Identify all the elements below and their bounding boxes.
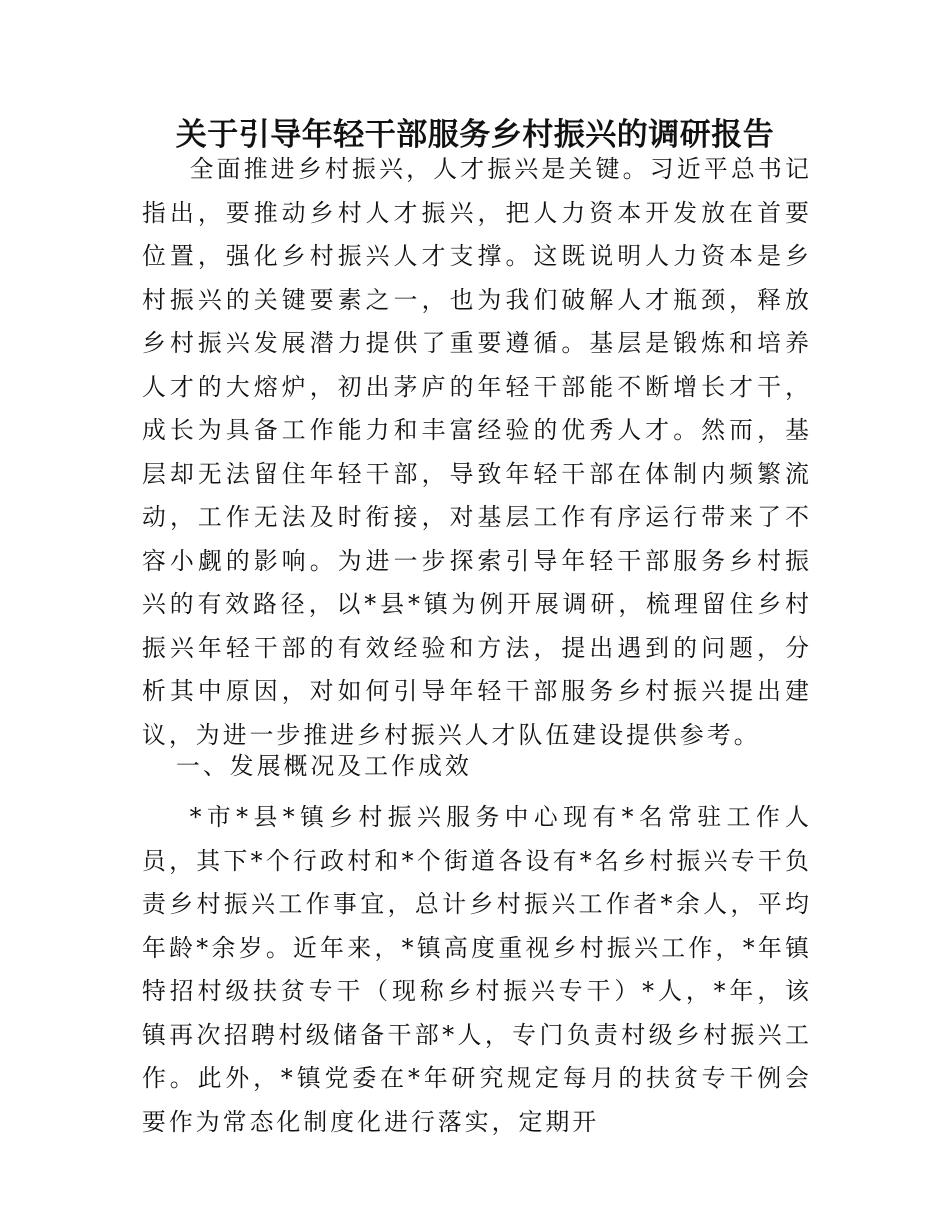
intro-paragraph: 全面推进乡村振兴，人才振兴是关键。习近平总书记指出，要推动乡村人才振兴，把人力资本开发放在首要位置，强化乡村振兴人才支撑。这既说明人力资本是乡村振兴的关键要素之一，也为我们破解人才瓶颈，释放乡村振兴发展潜力提供了重要遵循。基层是锻炼和培养人才的大熔炉，初出茅庐的年轻干部能不断增长才干，成长为具备工作能力和丰富经验的优秀人才。然而，基层却无法留住年轻干部，导致年轻干部在体制内频繁流动，工作无法及时衔接，对基层工作有序运行带来了不容小觑的影响。为进一步探索引导年轻干部服务乡村振兴的有效路径，以*县*镇为例开展调研，梳理留住乡村振兴年轻干部的有效经验和方法，提出遇到的问题，分析其中原因，对如何引导年轻干部服务乡村振兴提出建议，为进一步推进乡村振兴人才队伍建设提供参考。 [142,155,812,749]
document-title: 关于引导年轻干部服务乡村振兴的调研报告 [175,117,775,153]
section-heading: 一、发展概况及工作成效 [176,752,472,780]
section-paragraph: *市*县*镇乡村振兴服务中心现有*名常驻工作人员，其下*个行政村和*个街道各设有*名乡村振兴专干负责乡村振兴工作事宜，总计乡村振兴工作者*余人，平均年龄*余岁。近年来，*镇高度重视乡村振兴工作，*年镇特招村级扶贫专干（现称乡村振兴专干）*人，*年，该镇再次招聘村级储备干部*人，专门负责村级乡村振兴工作。此外，*镇党委在*年研究规定每月的扶贫专干例会要作为常态化制度化进行落实，定期开 [142,803,812,1136]
